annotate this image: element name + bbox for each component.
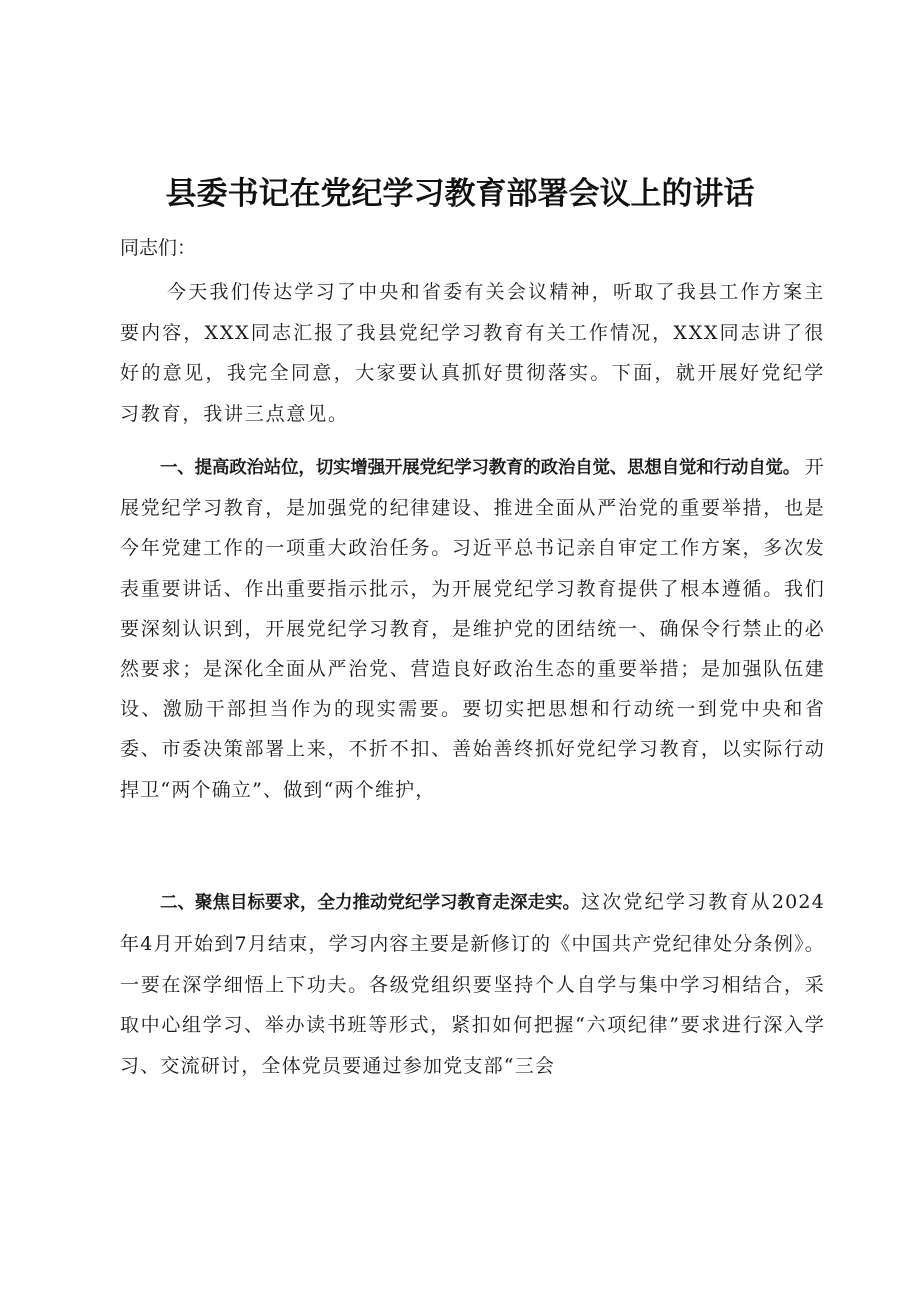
paragraph-intro	[120, 272, 825, 434]
paragraph-intro-text: 今天我们传达学习了中央和省委有关会议精神，听取了我县工作方案主要内容，XXX同志汇报了我县党纪学习教育有关工作情况，XXX同志讲了很好的意见，我完全同意，大家要认真抓好贯彻落实。下面，就开展好党纪学习教育，我讲三点意见。	[120, 281, 825, 425]
document-title: 县委书记在党纪学习教育部署会议上的讲话	[165, 176, 755, 212]
section-two-heading: 二、聚焦目标要求，全力推动党纪学习教育走深走实。	[160, 893, 580, 913]
section-one-text: 开展党纪学习教育，是加强党的纪律建设、推进全面从严治党的重要举措，也是今年党建工作的一项重大政治任务。习近平总书记亲自审定工作方案，多次发表重要讲话、作出重要指示批示，为开展党纪学习教育提供了根本遵循。我们要深刻认识到，开展党纪学习教育，是维护党的团结统一、确保令行禁止的必然要求；是深化全面从严治党、营造良好政治生态的重要举措；是加强队伍建设、激励干部担当作为的现实需要。要切实把思想和行动统一到党中央和省委、市委决策部署上来，不折不扣、善始善终抓好党纪学习教育，以实际行动捍卫“两个确立”、做到“两个维护，	[120, 456, 825, 801]
section-one-heading: 一、提高政治站位，切实增强开展党纪学习教育的政治自觉、思想自觉和行动自觉。	[160, 458, 801, 478]
paragraph-section-one	[120, 447, 825, 810]
salutation: 同志们：	[120, 237, 197, 259]
paragraph-section-two	[120, 882, 825, 1087]
section-two-text: 这次党纪学习教育从2024年4月开始到7月结束，学习内容主要是新修订的《中国共产党纪律处分条例》。一要在深学细悟上下功夫。各级党组织要坚持个人自学与集中学习相结合，采取中心组学习、举办读书班等形式，紧扣如何把握“六项纪律”要求进行深入学习、交流研讨，全体党员要通过参加党支部“三会	[120, 891, 825, 1078]
